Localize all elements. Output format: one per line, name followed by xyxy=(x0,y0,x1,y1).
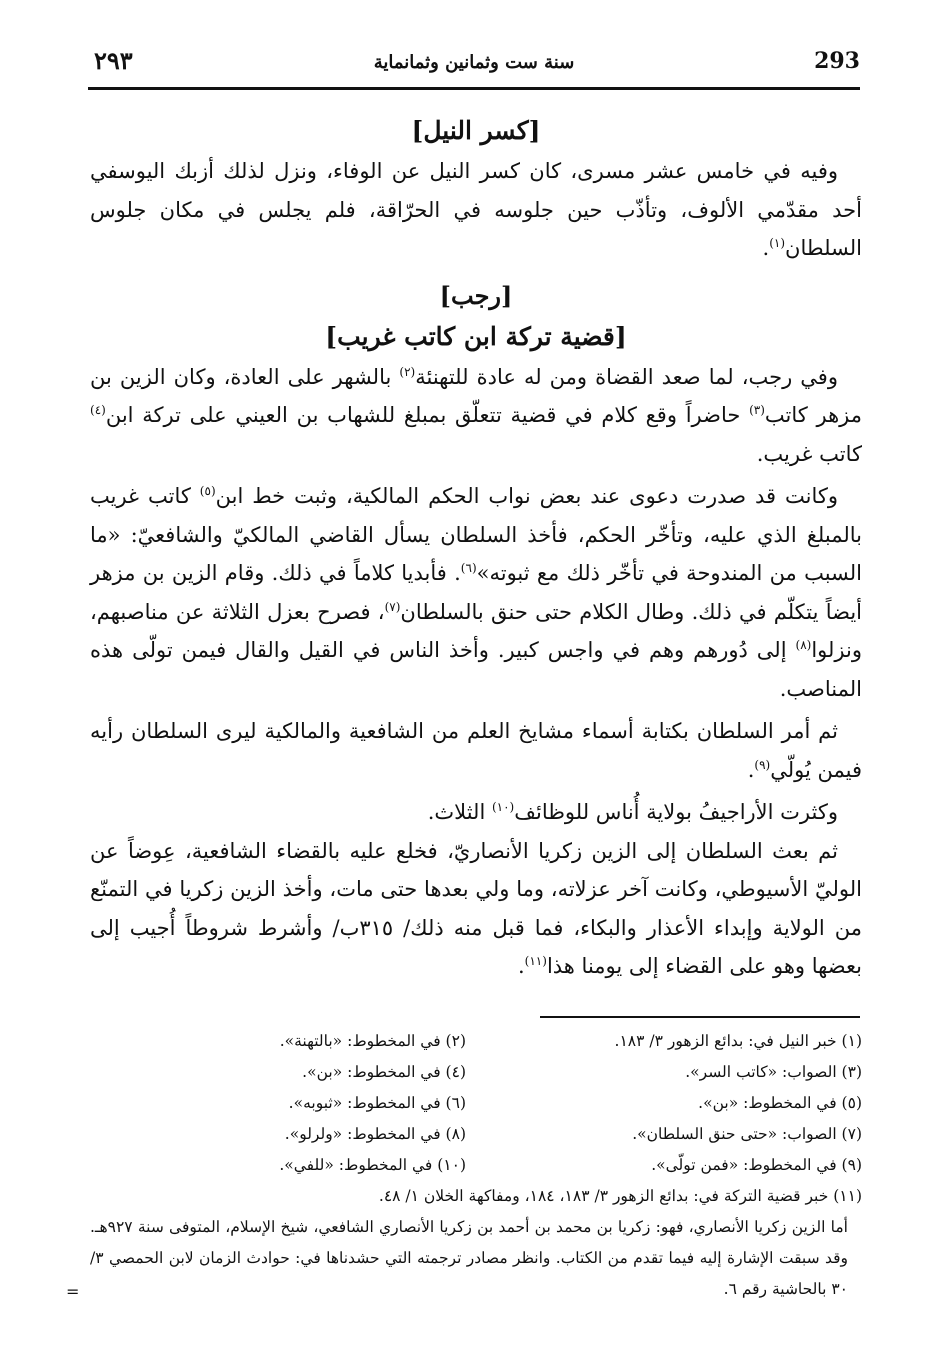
running-title: سنة ست وثمانين وثمانماية xyxy=(373,52,575,73)
section-heading-estate: [قضية تركة ابن كاتب غريب] xyxy=(325,321,627,351)
footnote-7: (٧) الصواب: «حتى حنق السلطان». xyxy=(632,1125,862,1143)
text-run: . xyxy=(747,757,755,782)
footnote-1: (١) خبر النيل في: بدائع الزهور ٣/ ١٨٣. xyxy=(614,1032,862,1050)
paragraph xyxy=(90,358,862,474)
footnote-ref: (١١) xyxy=(524,954,547,968)
footnote-11: (١١) خبر قضية التركة في: بدائع الزهور ٣/ ١٨٣، ١٨٤، ومفاكهة الخلان ١/ ٤٨. xyxy=(378,1187,862,1205)
footnote-ref: (٦) xyxy=(460,561,477,575)
text-run: وفيه في خامس عشر مسرى، كان كسر النيل عن الوفاء، ونزل لذلك أزبك اليوسفي أحد مقدّمي الألوف، وتأذّب حين جلوسه في الحرّاقة، فلم يجلس في مكان جلوس السلطان xyxy=(90,159,862,260)
footnote-ref: (٩) xyxy=(754,757,771,772)
footnote-3: (٣) الصواب: «كاتب السر». xyxy=(685,1063,862,1081)
text-run: وكثرت الأراجيفُ بولاية أُناس للوظائف xyxy=(514,800,838,824)
paragraph xyxy=(90,477,862,708)
text-run: ، فصرح بعزل الثلاثة عن مناصبهم، ونزلوا xyxy=(90,599,862,662)
text-run: بالشهر على العادة، وكان الزين بن مزهر كاتب xyxy=(90,364,862,427)
text-run: إلى دُورهم وهم في واجس كبير. وأخذ الناس في القيل والقال فيمن تولّى هذه المناصب. xyxy=(90,638,862,701)
paragraph xyxy=(90,712,862,789)
footnote-6: (٦) في المخطوط: «ثبوبه». xyxy=(288,1094,466,1112)
paragraph xyxy=(90,793,862,832)
footnotes xyxy=(90,1026,862,1305)
footnote-ref: (١) xyxy=(769,236,786,250)
text-run: كاتب غريب بالمبلغ الذي عليه، وتأخّر الحكم، فأخذ السلطان يسأل القاضي المالكيّ والشافعيّ: «ما السبب من المندوحة في تأخّر ذلك مع ثبوته» xyxy=(90,484,862,585)
footnote-4: (٤) في المخطوط: «بن». xyxy=(302,1063,466,1081)
text-run: وكانت قد صدرت دعوى عند بعض نواب الحكم المالكية، وثبت خط ابن xyxy=(215,484,838,508)
text-run: الثلاث. xyxy=(427,800,492,824)
footnote-ref: (٨) xyxy=(795,638,812,652)
text-run: . فأبديا كلاماً في ذلك. وقام الزين بن مزهر أيضاً يتكلّم في ذلك. وطال الكلام حتى حنق بالسلطان xyxy=(90,561,862,624)
footnote-10: (١٠) في المخطوط: «للفي». xyxy=(279,1156,466,1174)
footnote-9: (٩) في المخطوط: «فمن تولّى». xyxy=(651,1156,862,1174)
paragraph xyxy=(90,152,862,268)
text-run: وفي رجب، لما صعد القضاة ومن له عادة للتهنئة xyxy=(415,364,838,389)
main-text xyxy=(90,110,862,986)
month-heading: [رجب] xyxy=(439,280,513,310)
header-rule xyxy=(88,87,860,90)
footnote-ref: (٢) xyxy=(399,364,416,379)
footnote-ref: (٣) xyxy=(749,403,765,417)
footnote-ref: (٧) xyxy=(384,599,401,614)
footnote-ref: (٥) xyxy=(199,484,216,498)
footnote-8: (٨) في المخطوط: «ولرلو». xyxy=(284,1125,466,1143)
text-run: . xyxy=(517,954,525,978)
margin-mark: = xyxy=(66,1282,80,1301)
text-run: ثم أمر السلطان بكتابة أسماء مشايخ العلم من الشافعية والمالكية ليرى السلطان رأيه فيمن يُولّي xyxy=(90,719,862,782)
footnote-11-continuation: أما الزين زكريا الأنصاري، فهو: زكريا بن محمد بن أحمد بن زكريا الأنصاري الشافعي، شيخ الإسلام، المتوفى سنة ٩٢٧هـ. وقد سبقت الإشارة إليه فيما تقدم من الكتاب. وانظر مصادر ترجمته التي حشدناها في: حوادث الزمان لابن الحمصي ٣/ ٣٠ بالحاشية رقم ٦. xyxy=(90,1218,848,1298)
footnote-5: (٥) في المخطوط: «بن». xyxy=(698,1094,862,1112)
page-number-latin: 293 xyxy=(814,48,860,74)
footnote-rule xyxy=(540,1016,860,1018)
footnote-2: (٢) في المخطوط: «بالتهنة». xyxy=(279,1032,466,1050)
page-number-arabic: ٢٩٣ xyxy=(94,46,133,75)
text-run: كاتب غريب. xyxy=(756,441,862,466)
text-run: ثم بعث السلطان إلى الزين زكريا الأنصاريّ، فخلع عليه بالقضاء الشافعية، عِوضاً عن الوليّ الأسيوطي، وكانت آخر عزلاته، وما ولي بعدها حتى مات، وأخذ الزين زكريا في التمنّع من الولاية وإبداء الأعذار والبكاء، فما قبل منه ذلك/ ٣١٥ب/ وأشرط شروطاً أُجيب إلى بعضها وهو على القضاء إلى يومنا هذا xyxy=(90,838,862,978)
footnote-ref: (١٠) xyxy=(491,800,515,814)
page-header xyxy=(88,48,860,88)
footnote-ref: (٤) xyxy=(90,403,106,417)
section-heading-nile: [كسر النيل] xyxy=(411,116,541,145)
footnote-grid xyxy=(90,1026,862,1181)
text-run: . xyxy=(762,236,770,260)
text-run: حاضراً وقع كلام في قضية تتعلّق بمبلغ للشهاب بن العيني على تركة ابن xyxy=(105,403,750,427)
paragraph xyxy=(90,832,862,986)
